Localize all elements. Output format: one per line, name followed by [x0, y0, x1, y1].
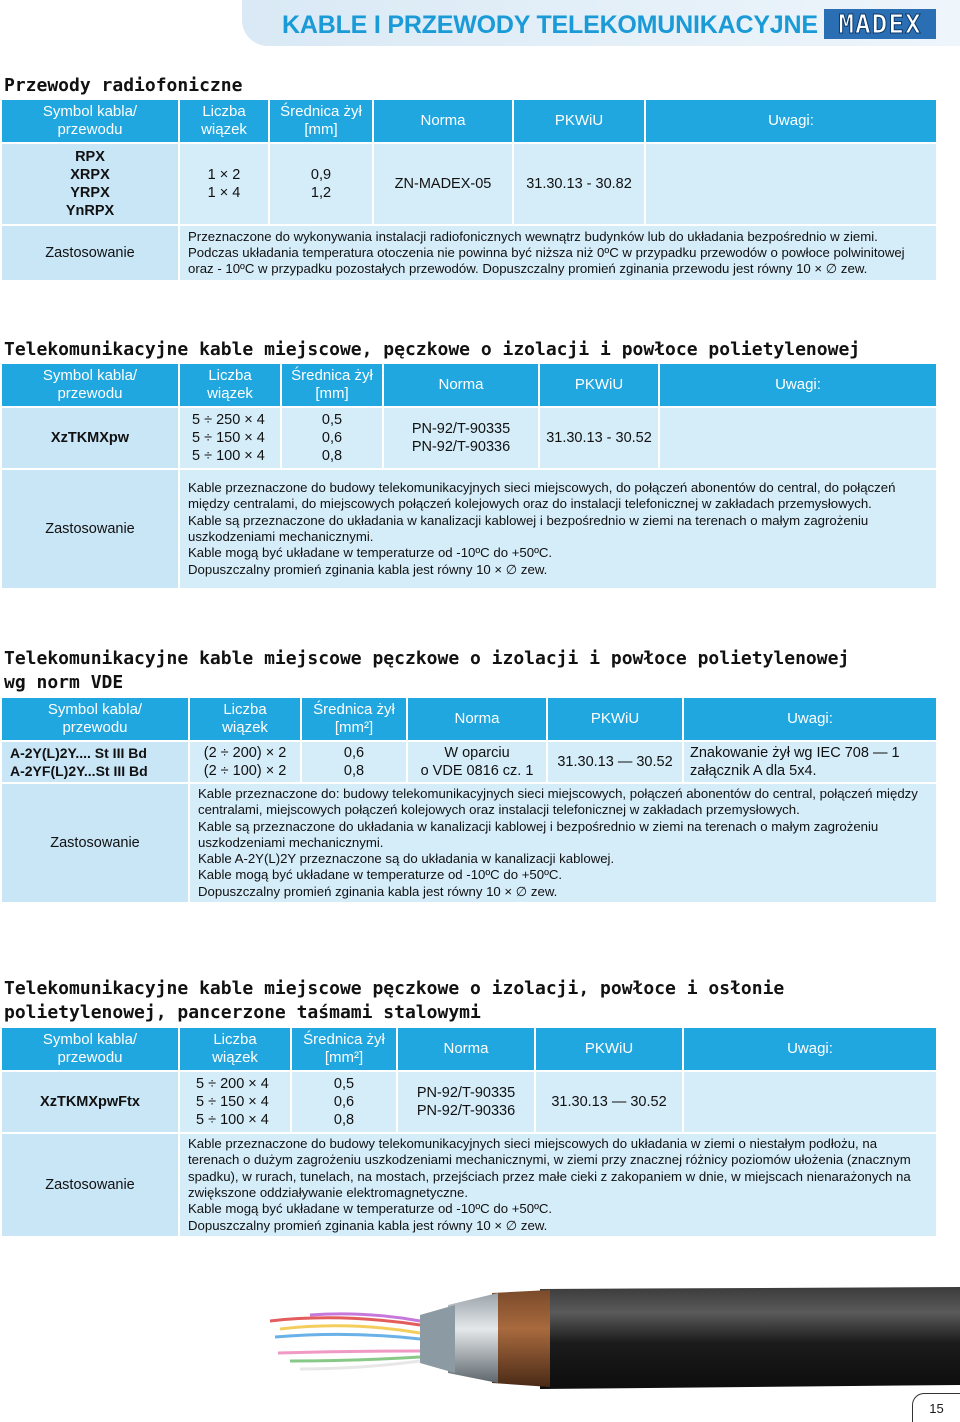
- table-header-row: [2, 1028, 936, 1070]
- table-row: [2, 1072, 936, 1132]
- col-uwagi: Uwagi:: [684, 1028, 936, 1070]
- col-liczba: Liczba wiązek: [190, 698, 300, 740]
- col-symbol: Symbol kabla/ przewodu: [2, 698, 188, 740]
- col-srednica: Średnica żył [mm²]: [292, 1028, 396, 1070]
- page-header: [242, 0, 960, 46]
- col-symbol: Symbol kabla/ przewodu: [2, 364, 178, 406]
- cell-symbol: XzTKMXpw: [2, 408, 178, 468]
- col-norma: Norma: [384, 364, 538, 406]
- zastosowanie-text: Kable przeznaczone do budowy telekomunikacyjnych sieci miejscowych do układania w ziemi o niestałym podłożu, na terenach o dużym zagrożeniu uszkodzeniami mechanicznymi, w ziemi przy znacznej różnicy poziomów ułożenia (znacznym spadku), w rurach, tunelach, na mostach, przejściach przez małe cieki z zakopaniem w dnie, w miejscach nienarażonych na zwiększone oddziaływanie elektromagnetyczne. Kable mogą być układane w temperaturze od -10ºC do +50ºC. Dopuszczalny promień zginania kabla jest równy 10 × ∅ zew.: [180, 1134, 936, 1236]
- col-uwagi: Uwagi:: [646, 100, 936, 142]
- cell-norma: W oparciu o VDE 0816 cz. 1: [408, 742, 546, 782]
- zastosowanie-text: Kable przeznaczone do: budowy telekomunikacyjnych sieci miejscowych, połączeń abonentów do central, połączeń między centralami, miejscowych połączeń kolejowych oraz instalacji telefonicznej w zakładach przemysłowych. Kable są przeznaczone do układania w kanalizacji kablowej i bezpośrednio w ziemi na terenach o małym zagrożeniu uszkodzeniami mechanicznymi. Kable A-2Y(L)2Y przeznaczone są do układania w kanalizacji kablowej. Kable mogą być układane w temperaturze od -10ºC do +50ºC. Dopuszczalny promień zginania kabla jest równy 10 × ∅ zew.: [190, 784, 936, 902]
- cell-srednica: 0,5 0,6 0,8: [282, 408, 382, 468]
- cell-srednica: 0,6 0,8: [302, 742, 406, 782]
- table-header-row: [2, 364, 936, 406]
- col-norma: Norma: [398, 1028, 534, 1070]
- col-uwagi: Uwagi:: [684, 698, 936, 740]
- logo-text: MADEX: [838, 10, 922, 39]
- table-header-row: [2, 100, 936, 142]
- section-title-radio: Przewody radiofoniczne: [4, 75, 243, 96]
- col-liczba: Liczba wiązek: [180, 364, 280, 406]
- col-pkwiu: PKWiU: [548, 698, 682, 740]
- table-row: [2, 742, 936, 782]
- page-title: KABLE I PRZEWODY TELEKOMUNIKACYJNE: [282, 11, 818, 39]
- cell-symbol: A-2Y(L)2Y.... St III Bd A-2YF(L)2Y...St III Bd: [2, 742, 188, 782]
- col-symbol: Symbol kabla/ przewodu: [2, 1028, 178, 1070]
- zastosowanie-row: [2, 470, 936, 588]
- cell-liczba: 5 ÷ 250 × 4 5 ÷ 150 × 4 5 ÷ 100 × 4: [180, 408, 280, 468]
- cell-pkwiu: 31.30.13 - 30.82: [514, 144, 644, 224]
- cell-liczba: (2 ÷ 200) × 2 (2 ÷ 100) × 2: [190, 742, 300, 782]
- cell-uwagi: [684, 1072, 936, 1132]
- col-srednica: Średnica żył [mm]: [270, 100, 372, 142]
- zastosowanie-text: Przeznaczone do wykonywania instalacji radiofonicznych wewnątrz budynków lub do układania bezpośrednio w ziemi. Podczas układania temperatura otoczenia nie powinna być niższa niż 0ºC w przypadku przewodów o powłoce polwinitowej oraz - 10ºC w przypadku pozostałych przewodów. Dopuszczalny promień zginania przewodu jest równy 10 × ∅ zew.: [180, 226, 936, 280]
- zastosowanie-text: Kable przeznaczone do budowy telekomunikacyjnych sieci miejscowych, do połączeń abonentów do central, do połączeń między centralami, do miejscowych połączeń kolejowych oraz do instalacji telefonicznej w zakładach przemysłowych. Kable są przeznaczone do układania w kanalizacji kablowej i bezpośrednio w ziemi na terenach o małym zagrożeniu uszkodzeniami mechanicznymi. Kable mogą być układane w temperaturze od -10ºC do +50ºC. Dopuszczalny promień zginania kabla jest równy 10 × ∅ zew.: [180, 470, 936, 588]
- table-row: [2, 144, 936, 224]
- cell-srednica: 0,9 1,2: [270, 144, 372, 224]
- section-title-pw: Telekomunikacyjne kable miejscowe, pęczkowe o izolacji i powłoce polietylenowej: [4, 339, 861, 360]
- zastosowanie-row: [2, 1134, 936, 1236]
- col-liczba: Liczba wiązek: [180, 100, 268, 142]
- col-srednica: Średnica żył [mm]: [282, 364, 382, 406]
- col-symbol: Symbol kabla/ przewodu: [2, 100, 178, 142]
- cable-photo: [270, 1285, 960, 1395]
- col-uwagi: Uwagi:: [660, 364, 936, 406]
- page-number: 15: [912, 1393, 960, 1422]
- section-title-vde: Telekomunikacyjne kable miejscowe pęczkowe o izolacji i powłoce polietylenowej wg norm VDE: [4, 648, 850, 693]
- col-norma: Norma: [408, 698, 546, 740]
- cell-symbol: XzTKMXpwFtx: [2, 1072, 178, 1132]
- zastosowanie-row: [2, 226, 936, 280]
- zastosowanie-label: Zastosowanie: [2, 470, 178, 588]
- zastosowanie-label: Zastosowanie: [2, 226, 178, 280]
- cell-norma: PN-92/T-90335 PN-92/T-90336: [384, 408, 538, 468]
- col-liczba: Liczba wiązek: [180, 1028, 290, 1070]
- cell-symbol: RPX XRPX YRPX YnRPX: [2, 144, 178, 224]
- cell-norma: ZN-MADEX-05: [374, 144, 512, 224]
- zastosowanie-label: Zastosowanie: [2, 1134, 178, 1236]
- cell-pkwiu: 31.30.13 - 30.52: [540, 408, 658, 468]
- cell-pkwiu: 31.30.13 — 30.52: [548, 742, 682, 782]
- col-pkwiu: PKWiU: [514, 100, 644, 142]
- col-pkwiu: PKWiU: [536, 1028, 682, 1070]
- zastosowanie-label: Zastosowanie: [2, 784, 188, 902]
- cell-pkwiu: 31.30.13 — 30.52: [536, 1072, 682, 1132]
- cell-liczba: 1 × 2 1 × 4: [180, 144, 268, 224]
- col-norma: Norma: [374, 100, 512, 142]
- zastosowanie-row: [2, 784, 936, 902]
- cell-norma: PN-92/T-90335 PN-92/T-90336: [398, 1072, 534, 1132]
- madex-logo: [824, 9, 936, 39]
- table-row: [2, 408, 936, 468]
- cell-srednica: 0,5 0,6 0,8: [292, 1072, 396, 1132]
- cell-uwagi: [646, 144, 936, 224]
- table-header-row: [2, 698, 936, 740]
- cell-uwagi: [660, 408, 936, 468]
- cell-liczba: 5 ÷ 200 × 4 5 ÷ 150 × 4 5 ÷ 100 × 4: [180, 1072, 290, 1132]
- section-title-ftx: Telekomunikacyjne kable miejscowe pęczkowe o izolacji, powłoce i osłonie polietylenowej, pancerzone taśmami stalowymi: [4, 978, 785, 1023]
- col-srednica: Średnica żył [mm²]: [302, 698, 406, 740]
- col-pkwiu: PKWiU: [540, 364, 658, 406]
- cell-uwagi: Znakowanie żył wg IEC 708 — 1 załącznik A dla 5x4.: [684, 742, 936, 782]
